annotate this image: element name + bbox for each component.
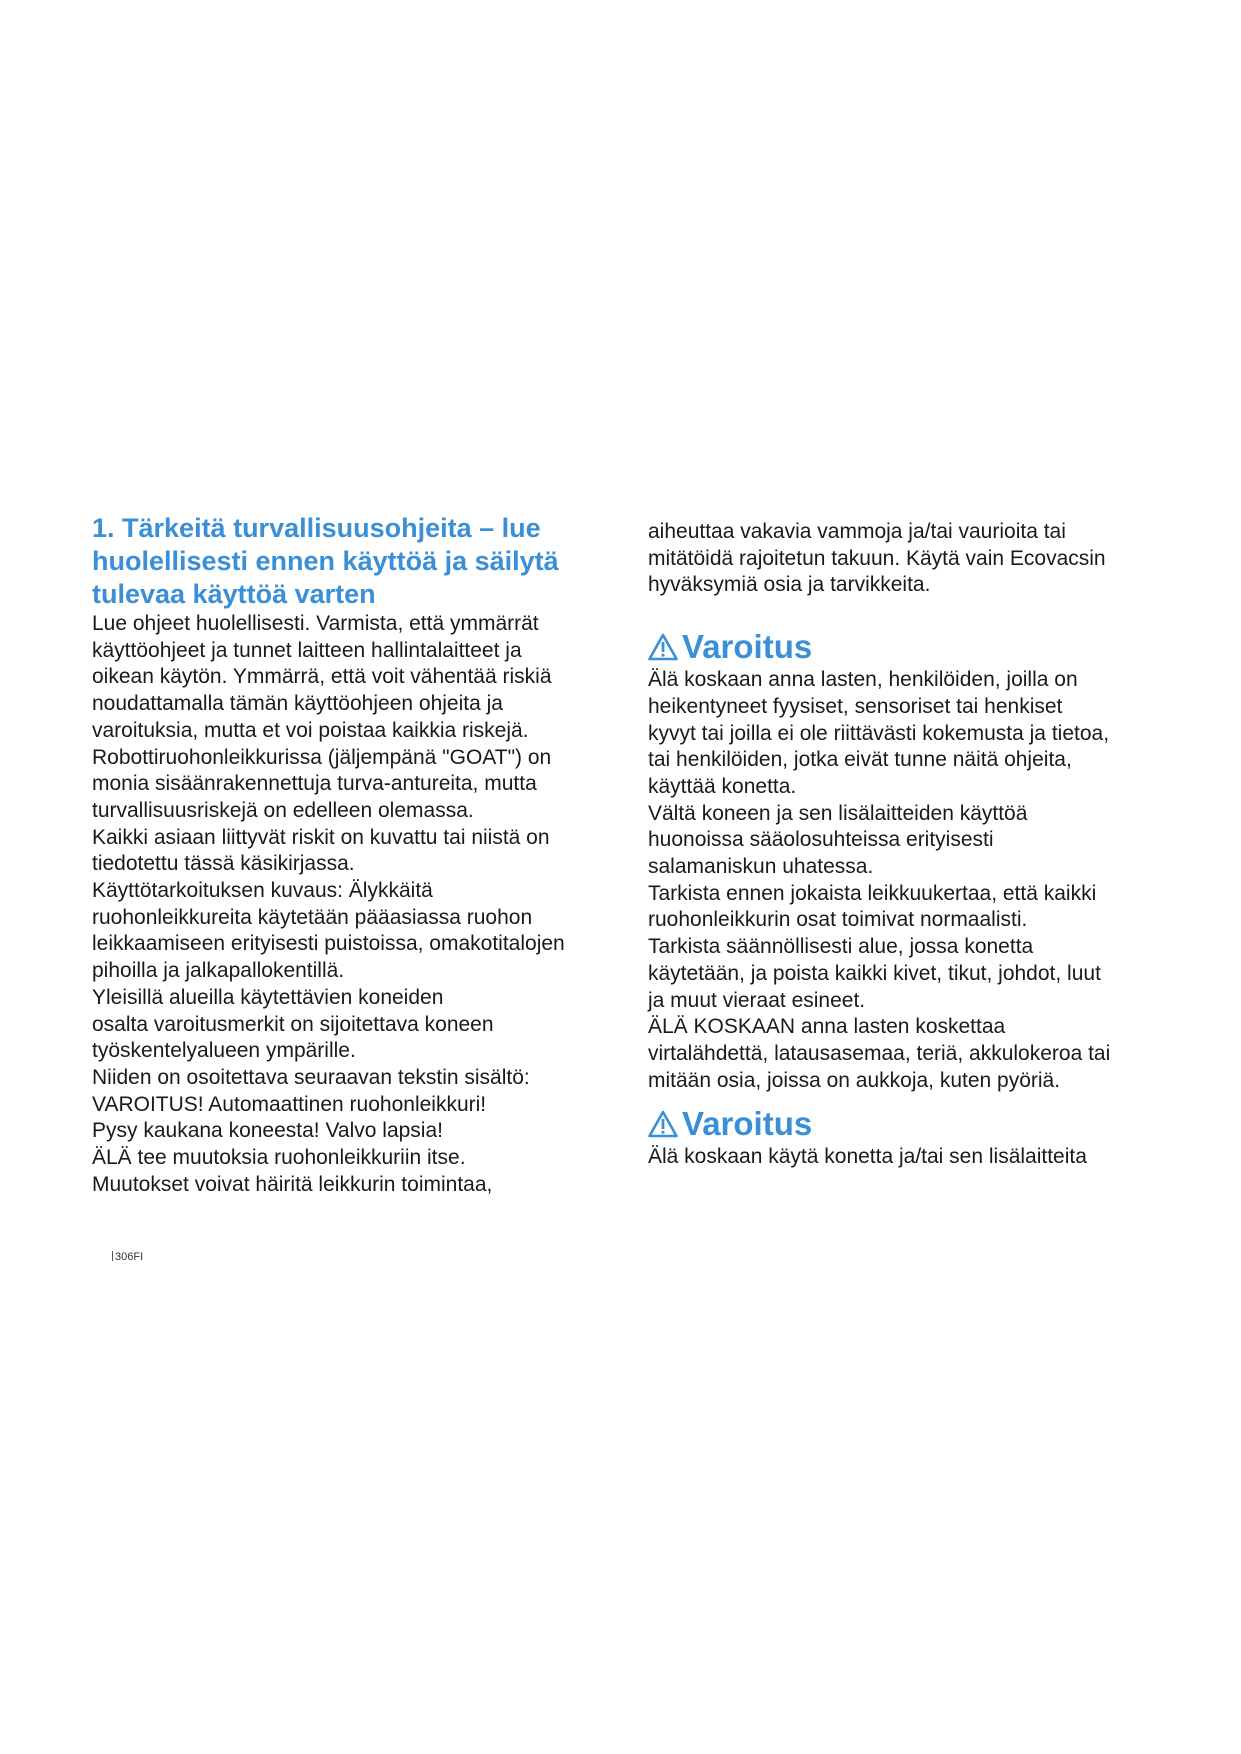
warning-heading-text: Varoitus	[682, 628, 813, 666]
body-line: salamaniskun uhatessa.	[648, 855, 874, 879]
body-line: turvallisuusriskejä on edelleen olemassa.	[92, 798, 474, 822]
body-line: Älä koskaan anna lasten, henkilöiden, joilla on	[648, 668, 1078, 692]
left-column	[92, 512, 612, 1198]
title-line: huolellisesti ennen käyttöä ja säilytä	[92, 546, 559, 576]
body-line: tiedotettu tässä käsikirjassa.	[92, 852, 355, 876]
body-line: hyväksymiä osia ja tarvikkeita.	[648, 573, 931, 597]
body-line: ja muut vieraat esineet.	[648, 988, 866, 1012]
warning-heading	[648, 627, 1168, 667]
body-line: kyvyt tai joilla ei ole riittävästi kokemusta ja tietoa,	[648, 721, 1110, 745]
body-line: käyttöohjeet ja tunnet laitteen hallintalaitteet ja	[92, 638, 522, 662]
body-line: Robottiruohonleikkurissa (jäljempänä "GOAT") on	[92, 745, 552, 769]
body-line: pihoilla ja jalkapallokentillä.	[92, 959, 345, 983]
title-line: 1. Tärkeitä turvallisuusohjeita – lue	[92, 513, 541, 543]
body-line: leikkaamiseen erityisesti puistoissa, omakotitalojen	[92, 932, 565, 956]
body-line: Kaikki asiaan liittyvät riskit on kuvattu tai niistä on	[92, 825, 550, 849]
body-line: osalta varoitusmerkit on sijoitettava koneen	[92, 1012, 494, 1036]
body-line: heikentyneet fyysiset, sensoriset tai henkiset	[648, 694, 1063, 718]
body-line: VAROITUS! Automaattinen ruohonleikkuri!	[92, 1092, 487, 1116]
page-number	[112, 1251, 143, 1263]
body-line: käyttää konetta.	[648, 774, 797, 798]
body-line: noudattamalla tämän käyttöohjeen ohjeita ja	[92, 692, 503, 716]
body-line: Vältä koneen ja sen lisälaitteiden käyttöä	[648, 801, 1028, 825]
page-number-label: 306FI	[115, 1251, 144, 1263]
body-line: ruohonleikkureita käytetään pääasiassa ruohon	[92, 905, 533, 929]
page-number-divider	[112, 1251, 113, 1261]
body-line: ruohonleikkurin osat toimivat normaalisti.	[648, 908, 1028, 932]
section-title	[92, 512, 612, 611]
body-line: huonoissa sääolosuhteissa erityisesti	[648, 828, 994, 852]
body-line: Tarkista säännöllisesti alue, jossa konetta	[648, 935, 1034, 959]
body-line: mitätöidä rajoitetun takuun. Käytä vain Ecovacsin	[648, 546, 1106, 570]
right-intro-text	[648, 519, 1168, 599]
warning-body-text	[648, 1144, 1168, 1171]
body-line: Lue ohjeet huolellisesti. Varmista, että ymmärrät	[92, 612, 539, 635]
body-line: Älä koskaan käytä konetta ja/tai sen lisälaitteita	[648, 1145, 1087, 1169]
body-line: ÄLÄ tee muutoksia ruohonleikkuriin itse.	[92, 1146, 466, 1170]
body-line: tai henkilöiden, jotka eivät tunne näitä ohjeita,	[648, 748, 1072, 772]
body-line: Muutokset voivat häiritä leikkurin toimintaa,	[92, 1172, 493, 1196]
body-line: Tarkista ennen jokaista leikkuukertaa, että kaikki	[648, 881, 1097, 905]
body-line: oikean käytön. Ymmärrä, että voit vähentää riskiä	[92, 665, 552, 689]
body-line: käytetään, ja poista kaikki kivet, tikut, johdot, luut	[648, 961, 1101, 985]
body-line: Käyttötarkoituksen kuvaus: Älykkäitä	[92, 879, 433, 903]
body-line: ÄLÄ KOSKAAN anna lasten koskettaa	[648, 1015, 1006, 1039]
title-line: tulevaa käyttöä varten	[92, 579, 376, 609]
right-column	[648, 519, 1168, 1171]
body-line: monia sisäänrakennettuja turva-antureita, mutta	[92, 772, 537, 796]
warning-body-text	[648, 667, 1168, 1094]
body-line: virtalähdettä, latausasemaa, teriä, akkulokeroa tai	[648, 1041, 1111, 1065]
left-body-text	[92, 611, 612, 1198]
body-line: Pysy kaukana koneesta! Valvo lapsia!	[92, 1119, 443, 1143]
body-line: mitään osia, joissa on aukkoja, kuten pyöriä.	[648, 1068, 1061, 1092]
body-line: työskentelyalueen ympärille.	[92, 1039, 356, 1063]
body-line: Niiden on osoitettava seuraavan tekstin sisältö:	[92, 1065, 530, 1089]
body-line: varoituksia, mutta et voi poistaa kaikkia riskejä.	[92, 718, 529, 742]
body-line: aiheuttaa vakavia vammoja ja/tai vaurioita tai	[648, 520, 1066, 543]
body-line: Yleisillä alueilla käytettävien koneiden	[92, 985, 444, 1009]
warning-heading-text: Varoitus	[682, 1105, 813, 1143]
warning-triangle-icon	[648, 633, 678, 661]
warning-triangle-icon	[648, 1110, 678, 1138]
warning-heading	[648, 1104, 1168, 1144]
